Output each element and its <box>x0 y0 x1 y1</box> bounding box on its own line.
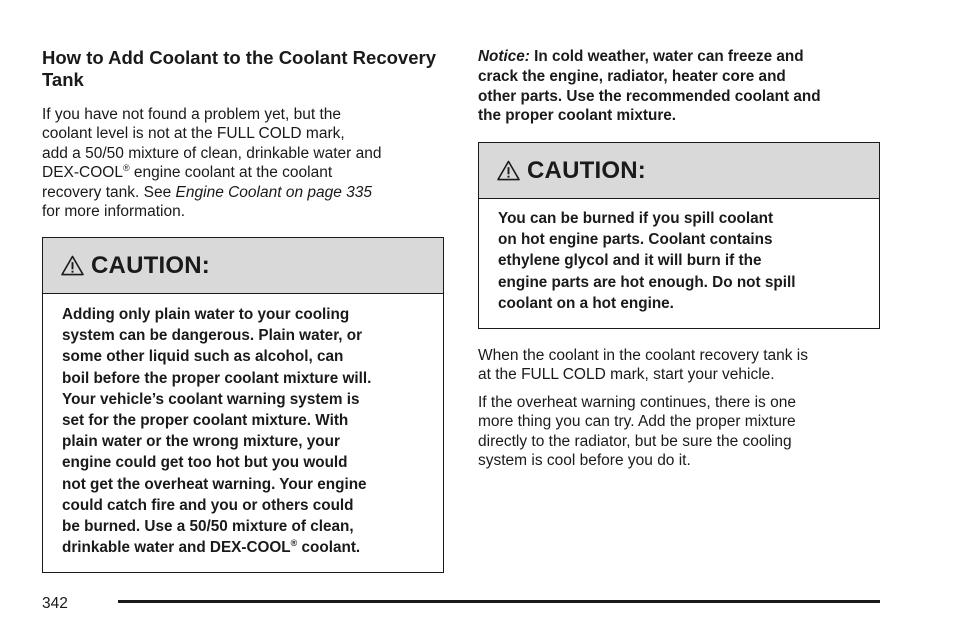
notice-text: In cold weather, water can freeze and crack the engine, radiator, heater core and other parts. Use the recommended coolant and the proper coolant mixture. <box>478 48 821 125</box>
caution-body: Adding only plain water to your cooling system can be dangerous. Plain water, or some other liquid such as alcohol, can boil before the proper coolant mixture will. Your vehicle’s coolant warning system is set for the proper coolant mixture. With plain water or the wrong mixture, your engine could get too hot but you would not get the overheat warning. Your engine could catch fire and you or others could be burned. Use a 50/50 mixture of clean, drinkable water and DEX-COOL <box>62 306 372 557</box>
engine-coolant-reference: Engine Coolant on page 335 <box>175 183 373 201</box>
section-heading: How to Add Coolant to the Coolant Recovery Tank <box>42 47 436 90</box>
intro-paragraph <box>42 105 382 221</box>
warning-triangle-icon <box>61 255 84 276</box>
caution-header <box>479 143 879 199</box>
intro-text-2: engine coolant at the coolant recovery tank. See <box>42 164 333 201</box>
start-vehicle-paragraph: When the coolant in the coolant recovery tank is at the FULL COLD mark, start your vehicle. <box>478 347 808 384</box>
warning-triangle-icon <box>497 160 520 181</box>
caution-title: CAUTION: <box>91 251 210 279</box>
overheat-paragraph: If the overheat warning continues, there is one more thing you can try. Add the proper mixture directly to the radiator, but be sure the cooling system is cool before you do it. <box>478 394 796 470</box>
caution-title: CAUTION: <box>527 156 646 184</box>
caution-body-end: coolant. <box>297 539 361 557</box>
caution-header <box>43 238 443 294</box>
caution-body: You can be burned if you spill coolant on hot engine parts. Coolant contains ethylene glycol and it will burn if the engine parts are hot enough. Do not spill coolant on a hot engine. <box>498 210 796 312</box>
notice-paragraph <box>478 47 821 126</box>
intro-text-3: for more information. <box>42 203 185 221</box>
caution-text <box>43 294 443 558</box>
registered-mark: ® <box>122 163 130 174</box>
footer-rule <box>118 600 880 603</box>
caution-box-water <box>42 237 444 573</box>
intro-text-1: If you have not found a problem yet, but the coolant level is not at the FULL COLD mark, add a 50/50 mixture of clean, drinkable water and DEX-COOL <box>42 106 382 182</box>
page-number: 342 <box>42 595 68 612</box>
notice-label: Notice: <box>478 48 530 65</box>
caution-box-burn <box>478 142 880 329</box>
registered-mark: ® <box>290 538 298 549</box>
